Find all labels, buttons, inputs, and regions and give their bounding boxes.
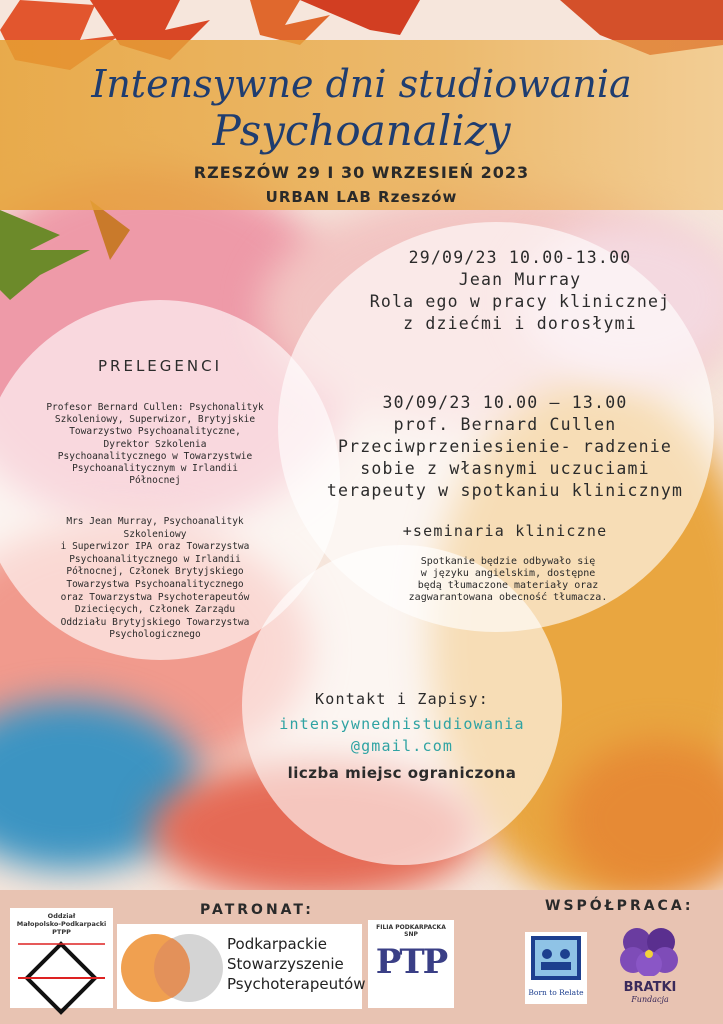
language-note-line2: w języku angielskim, dostępne	[420, 568, 596, 579]
bratki-name: BRATKI	[623, 980, 677, 995]
session-1-datetime: 29/09/23 10.00-13.00	[408, 248, 632, 267]
event-title-line1: Intensywne dni studiowania	[91, 62, 632, 106]
pansy-flower-icon	[605, 924, 695, 976]
ptpp-logo	[10, 908, 113, 1008]
contact-email[interactable]	[232, 713, 572, 757]
bio-line: Północnej	[129, 475, 181, 487]
born-to-relate-text: Born to Relate	[528, 988, 584, 997]
session-1	[340, 247, 700, 335]
psp-logo-line1: Podkarpackie	[227, 935, 328, 953]
seminars-note: +seminaria kliniczne	[402, 522, 608, 540]
bio-line: Dyrektor Szkolenia	[103, 438, 207, 450]
event-date: RZESZÓW 29 I 30 WRZESIEŃ 2023	[193, 163, 530, 182]
session-2	[295, 392, 715, 502]
bio-line: Północnej, Członek Brytyjskiego	[66, 566, 244, 578]
session-1-title-line1: Rola ego w pracy klinicznej	[369, 292, 671, 311]
born-to-relate-logo	[525, 932, 587, 1004]
language-note-line1: Spotkanie będzie odbywało się	[420, 556, 596, 567]
snp-logo-line1: FILIA PODKARPACKA	[376, 924, 446, 931]
bio-line: Psychologicznego	[109, 629, 201, 641]
event-title-line2: Psychoanalizy	[212, 106, 511, 155]
bio-line: Dziecięcych, Członek Zarządu	[74, 604, 236, 616]
session-1-title-line2: z dziećmi i dorosłymi	[403, 314, 637, 333]
speakers-heading: PRELEGENCI	[98, 357, 222, 375]
session-2-title-line1: Przeciwprzeniesienie- radzenie	[337, 437, 672, 456]
snp-logo-line2: SNP	[404, 931, 418, 938]
patronat-label: PATRONAT:	[200, 902, 314, 918]
language-note	[358, 556, 658, 604]
speaker-cullen-bio	[5, 402, 305, 487]
event-venue: URBAN LAB Rzeszów	[265, 188, 458, 206]
bio-line: Towarzystwo Psychoanalityczne,	[69, 426, 241, 438]
contact-email-line2: @gmail.com	[350, 737, 454, 755]
session-2-speaker: prof. Bernard Cullen	[393, 415, 617, 434]
wspolpraca-label: WSPÓŁPRACA:	[545, 898, 694, 914]
contact-email-line1: intensywnednistudiowania	[279, 715, 525, 733]
language-note-line4: zagwarantowana obecność tłumacza.	[408, 592, 608, 603]
bio-line: Szkoleniowy	[123, 528, 187, 540]
psp-circles-icon	[117, 924, 227, 1009]
psp-logo-line3: Psychoterapeutów	[227, 975, 366, 993]
bratki-subtitle: Fundacja	[631, 995, 669, 1004]
bio-line: Oddziału Brytyjskiego Towarzystwa	[60, 616, 250, 628]
speaker-murray-bio	[5, 516, 305, 642]
bio-line: Psychoanalitycznym w Irlandii	[72, 463, 238, 475]
bio-line: Profesor Bernard Cullen: Psychonalityk	[46, 402, 264, 413]
session-2-title-line3: terapeuty w spotkaniu klinicznym	[326, 481, 684, 500]
ptpp-diamond-icon	[10, 936, 113, 1016]
bio-line: Towarzystwa Psychoanalitycznego	[66, 578, 244, 590]
contact-heading: Kontakt i Zapisy:	[315, 690, 489, 708]
session-2-datetime: 30/09/23 10.00 – 13.00	[382, 393, 628, 412]
bio-line: Psychoanalitycznego w Towarzystwie	[57, 450, 253, 462]
psp-logo	[117, 924, 366, 1009]
session-1-speaker: Jean Murray	[458, 270, 582, 289]
bio-line: oraz Towarzystwa Psychoterapeutów	[60, 591, 250, 603]
ptpp-logo-line1: Oddział	[47, 912, 76, 920]
bio-line: Psychoanalitycznego w Irlandii	[69, 553, 241, 565]
snp-monogram: PTP	[375, 942, 447, 982]
ptpp-logo-line2: Małopolsko-Podkarpacki PTPP	[16, 920, 107, 936]
snp-logo	[368, 920, 454, 1008]
limited-seats: liczba miejsc ograniczona	[287, 764, 517, 782]
bio-line: Szkoleniowy, Superwizor, Brytyjskie	[54, 414, 256, 426]
language-note-line3: będą tłumaczone materiały oraz	[417, 580, 599, 591]
bio-line: Mrs Jean Murray, Psychoanalityk	[66, 516, 244, 527]
psp-logo-line2: Stowarzyszenie	[227, 955, 344, 973]
bratki-logo	[605, 924, 695, 1014]
born-to-relate-icon	[525, 932, 587, 984]
session-2-title-line2: sobie z własnymi uczuciami	[360, 459, 650, 478]
bio-line: i Superwizor IPA oraz Towarzystwa	[60, 541, 250, 553]
